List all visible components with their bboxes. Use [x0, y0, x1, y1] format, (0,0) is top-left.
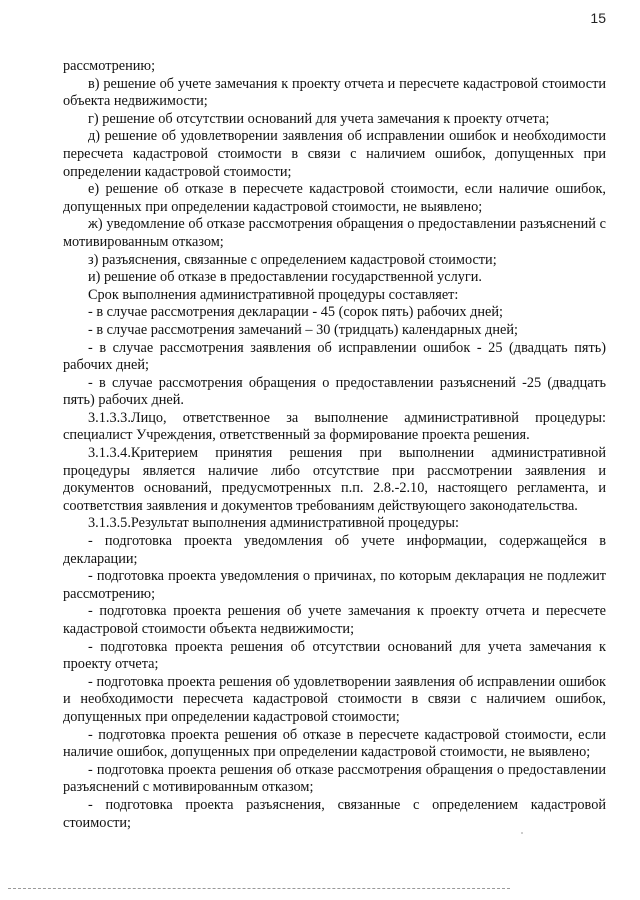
list-item: з) разъяснения, связанные с определением кадастровой стоимости; [88, 251, 497, 268]
paragraph: 3.1.3.4.Критерием принятия решения при выполнении административной процедуры является наличие либо отсутствие при рассмотрении заявления и документов оснований, предусмотренных п.п. 2.8.-2.10, настоящего регламента, и соответствия заявления и документов требованиям действующего законодательства. [63, 445, 606, 514]
list-item: - подготовка проекта уведомления о причинах, по которым декларация не подлежит рассмотрению; [63, 568, 606, 602]
scan-artifact [521, 832, 523, 834]
paragraph: Срок выполнения административной процедуры составляет: [88, 286, 459, 303]
list-item: - подготовка проекта решения об отказе в пересчете кадастровой стоимости, если наличие ошибок, допущенных при определении кадастровой стоимости, не выявлено; [63, 726, 606, 761]
list-item: и) решение об отказе в предоставлении государственной услуги. [88, 269, 482, 286]
document-body [63, 58, 606, 832]
list-item: - подготовка проекта разъяснения, связанные с определением кадастровой стоимости; [63, 796, 606, 831]
page-number: 15 [590, 10, 606, 26]
list-item: - в случае рассмотрения обращения о предоставлении разъяснений -25 (двадцать пять) рабочих дней. [63, 374, 606, 409]
list-item: г) решение об отсутствии оснований для учета замечания к проекту отчета; [88, 110, 550, 127]
list-item: - подготовка проекта решения об отказе рассмотрения обращения о предоставлении разъяснений с мотивированным отказом; [63, 761, 606, 796]
list-item: - подготовка проекта решения об удовлетворении заявления об исправлении ошибок и необходимости пересчета кадастровой стоимости в связи с наличием ошибок, допущенных при определении кадастровой стоимости; [63, 673, 606, 725]
list-item: - в случае рассмотрения заявления об исправлении ошибок - 25 (двадцать пять) рабочих дней; [63, 339, 606, 374]
list-item: д) решение об удовлетворении заявления об исправлении ошибок и необходимости пересчета кадастровой стоимости в связи с наличием ошибок, допущенных при определении кадастровой стоимости; [63, 128, 606, 180]
list-item: - в случае рассмотрения декларации - 45 (сорок пять) рабочих дней; [88, 304, 503, 321]
list-item: ж) уведомление об отказе рассмотрения обращения о предоставлении разъяснений с мотивированным отказом; [63, 216, 606, 250]
paragraph: 3.1.3.3.Лицо, ответственное за выполнение административной процедуры: специалист Учреждения, ответственный за формирование проекта решения. [63, 409, 606, 444]
list-item: - подготовка проекта решения об отсутствии оснований для учета замечания к проекту отчета; [63, 638, 606, 673]
paragraph: рассмотрению; [63, 58, 156, 74]
list-item: - подготовка проекта уведомления об учете информации, содержащейся в декларации; [63, 533, 606, 567]
footer-divider [8, 888, 510, 889]
paragraph: 3.1.3.5.Результат выполнения административной процедуры: [88, 515, 460, 532]
list-item: е) решение об отказе в пересчете кадастровой стоимости, если наличие ошибок, допущенных при определении кадастровой стоимости, не выявлено; [63, 181, 606, 215]
list-item: в) решение об учете замечания к проекту отчета и пересчете кадастровой стоимости объекта недвижимости; [63, 75, 606, 110]
list-item: - в случае рассмотрения замечаний – 30 (тридцать) календарных дней; [88, 321, 518, 338]
list-item: - подготовка проекта решения об учете замечания к проекту отчета и пересчете кадастровой стоимости объекта недвижимости; [63, 603, 606, 637]
